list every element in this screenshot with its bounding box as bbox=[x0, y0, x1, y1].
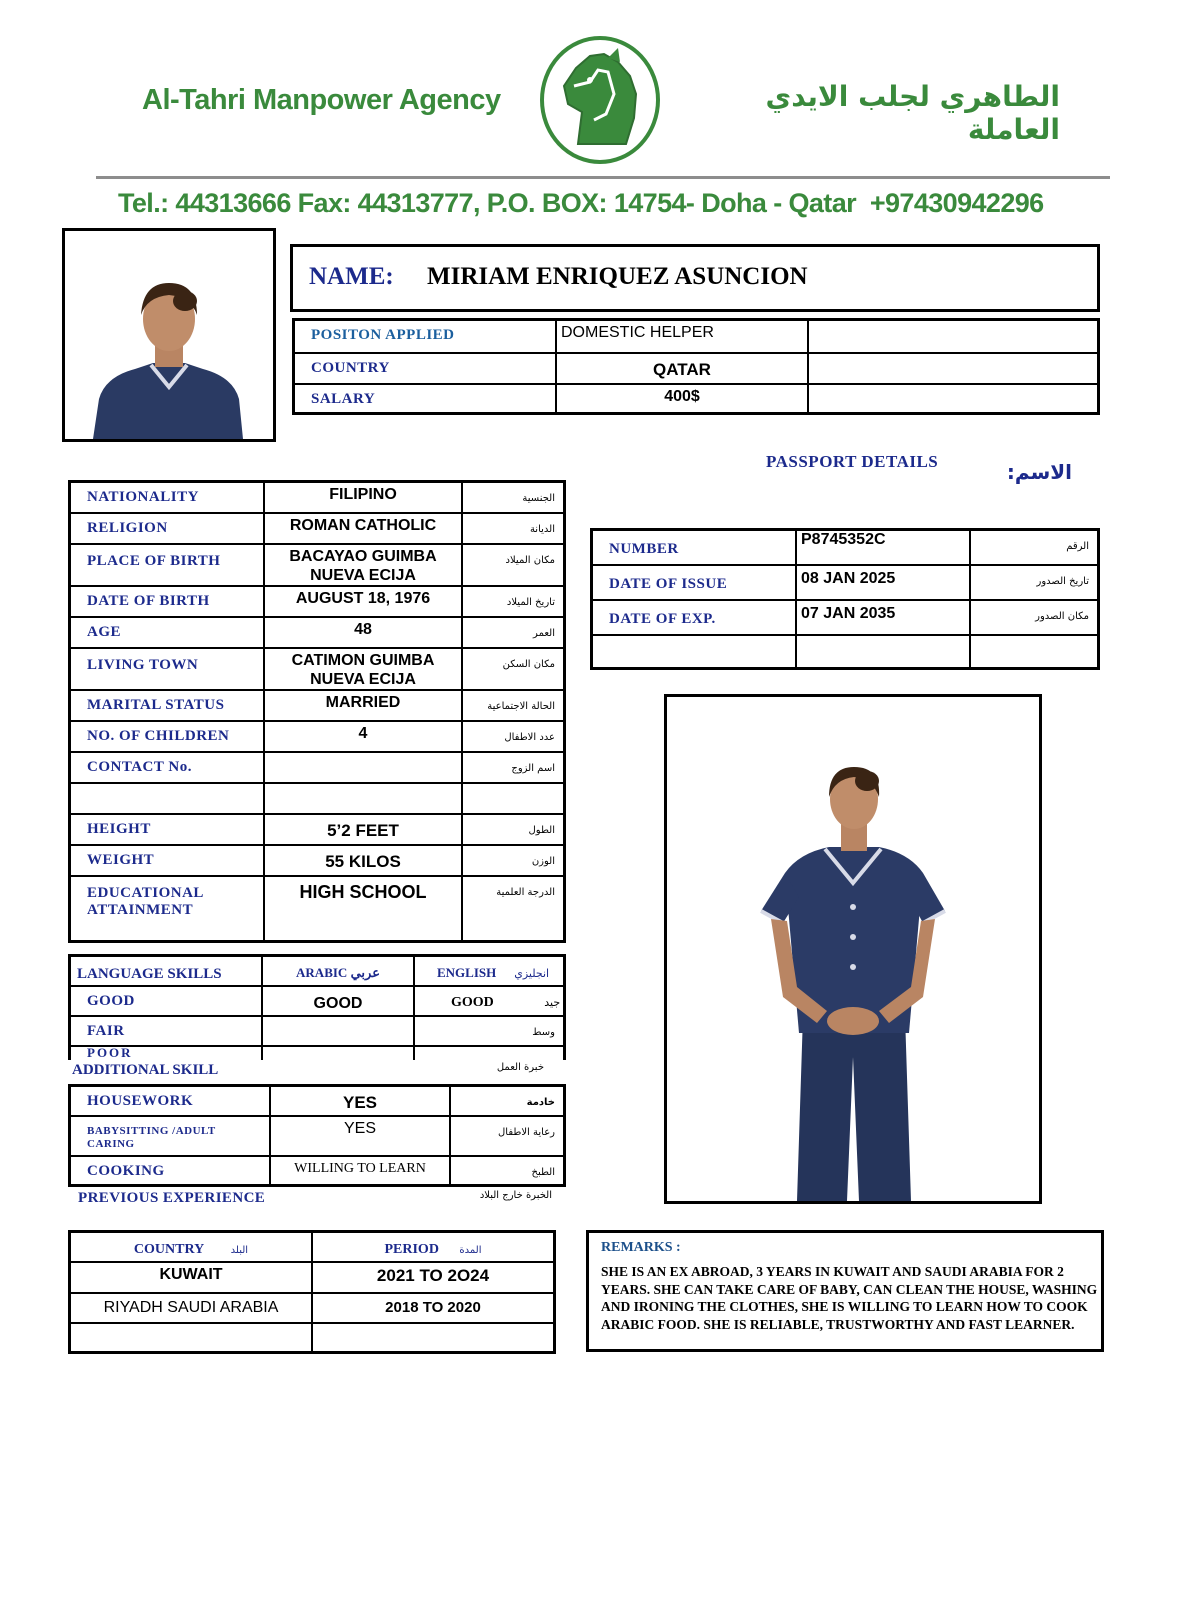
english-head-label: ENGLISH bbox=[437, 965, 497, 980]
empty-value bbox=[264, 783, 462, 814]
person-full-body-icon bbox=[667, 697, 1039, 1201]
table-row bbox=[70, 1016, 565, 1046]
living-town-label: LIVING TOWN bbox=[70, 648, 265, 690]
table-row bbox=[70, 721, 565, 752]
table-row bbox=[70, 690, 565, 721]
table-row bbox=[70, 845, 565, 876]
period-column-head bbox=[312, 1232, 555, 1262]
passport-number-value: P8745352C bbox=[796, 530, 970, 565]
passport-details-title: PASSPORT DETAILS bbox=[766, 452, 939, 471]
table-row bbox=[70, 814, 565, 845]
salary-row bbox=[294, 384, 1099, 414]
height-value: 5’2 FEET bbox=[264, 814, 462, 845]
salary-label: SALARY bbox=[294, 384, 557, 414]
passport-number-label: NUMBER bbox=[592, 530, 797, 565]
passport-empty-cell bbox=[970, 635, 1099, 669]
applicant-name: MIRIAM ENRIQUEZ ASUNCION bbox=[427, 263, 808, 290]
cooking-arabic: الطبخ bbox=[450, 1156, 565, 1186]
table-row bbox=[70, 1116, 565, 1156]
housework-value: YES bbox=[270, 1086, 450, 1116]
experience-country: RIYADH SAUDI ARABIA bbox=[70, 1293, 313, 1323]
table-row bbox=[592, 600, 1099, 635]
expiry-date-value: 07 JAN 2035 bbox=[796, 600, 970, 635]
cooking-label: COOKING bbox=[70, 1156, 271, 1186]
name-label: NAME: bbox=[309, 263, 394, 290]
arabic-fair-value bbox=[262, 1016, 414, 1046]
marital-status-arabic: الحالة الاجتماعية bbox=[462, 690, 565, 721]
height-label: HEIGHT bbox=[70, 814, 265, 845]
additional-skill-title-arabic: خبرة العمل bbox=[496, 1062, 544, 1073]
name-box bbox=[290, 244, 1100, 312]
experience-country bbox=[70, 1323, 313, 1353]
living-town-arabic: مكان السكن bbox=[462, 648, 565, 690]
expiry-date-label: DATE OF EXP. bbox=[592, 600, 797, 635]
issue-date-value: 08 JAN 2025 bbox=[796, 565, 970, 600]
place-of-birth-label: PLACE OF BIRTH bbox=[70, 544, 265, 586]
babysitting-value: YES bbox=[270, 1116, 450, 1156]
country-value: QATAR bbox=[556, 353, 808, 384]
language-good-label: GOOD bbox=[70, 986, 263, 1016]
nationality-value: FILIPINO bbox=[264, 482, 462, 513]
table-row bbox=[70, 544, 565, 586]
education-label: EDUCATIONAL ATTAINMENT bbox=[70, 876, 265, 942]
english-head-arabic: انجليزي bbox=[514, 967, 550, 980]
nationality-label: NATIONALITY bbox=[70, 482, 265, 513]
additional-skill-title: ADDITIONAL SKILL bbox=[72, 1062, 219, 1078]
empty-arabic bbox=[462, 783, 565, 814]
english-column-head bbox=[414, 956, 565, 986]
remarks-box bbox=[586, 1230, 1104, 1352]
issue-date-label: DATE OF ISSUE bbox=[592, 565, 797, 600]
table-row bbox=[70, 513, 565, 544]
language-skills-title: LANGUAGE SKILLS bbox=[70, 956, 263, 986]
previous-experience-title-arabic: الخبرة خارج البلاد bbox=[479, 1190, 552, 1201]
passport-table bbox=[590, 528, 1100, 670]
salary-value: 400$ bbox=[556, 384, 808, 414]
age-label: AGE bbox=[70, 617, 265, 648]
arabic-poor-value bbox=[262, 1046, 414, 1060]
housework-label: HOUSEWORK bbox=[70, 1086, 271, 1116]
weight-arabic: الوزن bbox=[462, 845, 565, 876]
remarks-text: SHE IS AN EX ABROAD, 3 YEARS IN KUWAIT AND SAUDI ARABIA FOR 2 YEARS. SHE CAN TAKE CARE OF BABY, CAN CLEAN THE HOUSE, WASHING AND IRONING THE CLOTHES, SHE IS WILLING TO LEARN HOW TO COOK ARABIC FOOD. SHE IS RELIABLE, TRUSTWORTHY AND FAST LEARNER. bbox=[601, 1264, 1098, 1332]
contact-label: CONTACT No. bbox=[70, 752, 265, 783]
agency-logo bbox=[538, 34, 662, 166]
education-value: HIGH SCHOOL bbox=[264, 876, 462, 942]
position-table bbox=[292, 318, 1100, 415]
agency-name-arabic: الطاهري لجلب الايدي العاملة bbox=[765, 80, 1060, 146]
table-row bbox=[70, 1293, 555, 1323]
age-arabic: العمر bbox=[462, 617, 565, 648]
living-town-value: CATIMON GUIMBA NUEVA ECIJA bbox=[264, 648, 462, 690]
table-row bbox=[70, 1156, 565, 1186]
language-good-arabic: جيد bbox=[544, 995, 561, 1009]
language-fair-label: FAIR bbox=[70, 1016, 263, 1046]
country-row bbox=[294, 353, 1099, 384]
country-label: COUNTRY bbox=[294, 353, 557, 384]
table-row bbox=[592, 530, 1099, 565]
date-of-birth-arabic: تاريخ الميلاد bbox=[462, 586, 565, 617]
additional-skills-table bbox=[68, 1084, 566, 1187]
personal-details-table bbox=[68, 480, 566, 943]
position-value: DOMESTIC HELPER bbox=[556, 320, 808, 353]
passport-number-arabic: الرقم bbox=[970, 530, 1099, 565]
country-column-head bbox=[70, 1232, 313, 1262]
place-of-birth-arabic: مكان الميلاد bbox=[462, 544, 565, 586]
language-poor-label: POOR bbox=[70, 1046, 263, 1060]
arabic-good-value: GOOD bbox=[262, 986, 414, 1016]
passport-empty-cell bbox=[592, 635, 797, 669]
agency-name-english: Al-Tahri Manpower Agency bbox=[142, 84, 501, 116]
remarks-label: REMARKS : bbox=[601, 1240, 681, 1255]
header-divider bbox=[96, 176, 1110, 179]
table-row bbox=[70, 648, 565, 690]
passport-empty-cell bbox=[796, 635, 970, 669]
children-arabic: عدد الاطفال bbox=[462, 721, 565, 752]
experience-period: 2018 TO 2020 bbox=[312, 1293, 555, 1323]
children-value: 4 bbox=[264, 721, 462, 752]
babysitting-arabic: رعاية الاطفال bbox=[450, 1116, 565, 1156]
country-extra bbox=[808, 353, 1099, 384]
table-row bbox=[70, 482, 565, 513]
applicant-photo-full bbox=[664, 694, 1042, 1204]
english-good-cell bbox=[414, 986, 565, 1016]
religion-label: RELIGION bbox=[70, 513, 265, 544]
person-portrait-icon bbox=[65, 231, 273, 439]
date-of-birth-value: AUGUST 18, 1976 bbox=[264, 586, 462, 617]
religion-value: ROMAN CATHOLIC bbox=[264, 513, 462, 544]
experience-table bbox=[68, 1230, 556, 1354]
expiry-date-arabic: مكان الصدور bbox=[970, 600, 1099, 635]
position-extra bbox=[808, 320, 1099, 353]
experience-period: 2021 TO 2O24 bbox=[312, 1262, 555, 1293]
table-row bbox=[70, 783, 565, 814]
english-poor-cell bbox=[414, 1046, 565, 1060]
period-head-label: PERIOD bbox=[384, 1242, 439, 1257]
babysitting-label: BABYSITTING /ADULT CARING bbox=[70, 1116, 271, 1156]
issue-date-arabic: تاريخ الصدور bbox=[970, 565, 1099, 600]
date-of-birth-label: DATE OF BIRTH bbox=[70, 586, 265, 617]
table-row bbox=[70, 1086, 565, 1116]
language-fair-arabic: وسط bbox=[532, 1026, 555, 1038]
experience-period bbox=[312, 1323, 555, 1353]
table-row bbox=[70, 752, 565, 783]
housework-arabic: خادمة bbox=[450, 1086, 565, 1116]
position-label: POSITON APPLIED bbox=[294, 320, 557, 353]
religion-arabic: الديانة bbox=[462, 513, 565, 544]
children-label: NO. OF CHILDREN bbox=[70, 721, 265, 752]
table-row bbox=[592, 565, 1099, 600]
nationality-arabic: الجنسية bbox=[462, 482, 565, 513]
english-good-value: GOOD bbox=[451, 994, 494, 1010]
applicant-photo-small bbox=[62, 228, 276, 442]
language-skills-table bbox=[68, 954, 566, 1060]
table-row bbox=[70, 986, 565, 1016]
table-row bbox=[70, 586, 565, 617]
table-row bbox=[70, 1232, 555, 1262]
country-head-arabic: البلد bbox=[230, 1245, 249, 1256]
country-head-label: COUNTRY bbox=[133, 1242, 205, 1257]
education-arabic: الدرجة العلمية bbox=[462, 876, 565, 942]
empty-label bbox=[70, 783, 265, 814]
table-row bbox=[70, 956, 565, 986]
table-row bbox=[70, 876, 565, 942]
position-row bbox=[294, 320, 1099, 353]
table-row bbox=[70, 1262, 555, 1293]
weight-label: WEIGHT bbox=[70, 845, 265, 876]
salary-extra bbox=[808, 384, 1099, 414]
age-value: 48 bbox=[264, 617, 462, 648]
table-row bbox=[70, 1046, 565, 1060]
table-row bbox=[592, 635, 1099, 669]
contact-arabic: اسم الزوج bbox=[462, 752, 565, 783]
arabic-column-head: ARABIC عربي bbox=[262, 956, 414, 986]
previous-experience-title: PREVIOUS EXPERIENCE bbox=[78, 1190, 266, 1206]
arabic-name-label: الاسم: bbox=[1006, 460, 1072, 484]
table-row bbox=[70, 617, 565, 648]
marital-status-label: MARITAL STATUS bbox=[70, 690, 265, 721]
weight-value: 55 KILOS bbox=[264, 845, 462, 876]
english-fair-cell bbox=[414, 1016, 565, 1046]
table-row bbox=[70, 1323, 555, 1353]
period-head-arabic: المدة bbox=[459, 1245, 482, 1256]
agency-contact-line: Tel.: 44313666 Fax: 44313777, P.O. BOX: 14754- Doha - Qatar +97430942296 bbox=[118, 188, 1044, 218]
height-arabic: الطول bbox=[462, 814, 565, 845]
contact-value bbox=[264, 752, 462, 783]
horse-head-icon bbox=[538, 34, 662, 166]
experience-country: KUWAIT bbox=[70, 1262, 313, 1293]
cooking-value: WILLING TO LEARN bbox=[270, 1156, 450, 1186]
marital-status-value: MARRIED bbox=[264, 690, 462, 721]
place-of-birth-value: BACAYAO GUIMBA NUEVA ECIJA bbox=[264, 544, 462, 586]
